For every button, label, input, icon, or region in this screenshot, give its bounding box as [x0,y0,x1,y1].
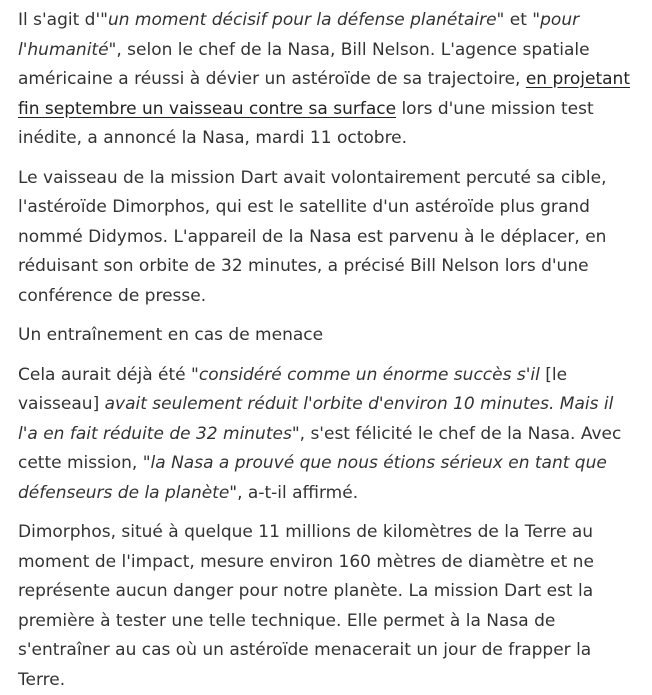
text-span: " et " [496,10,541,30]
paragraph-dart-mission: Le vaisseau de la mission Dart avait volontairement percuté sa cible, l'astéroïde Dimorphos, qui est le satellite d'un astéroïde plus grand nommé Didymos. L'appareil de la Nasa est parvenu à le déplacer, en réduisant son orbite de 32 minutes, a précisé Bill Nelson lors d'une conférence de presse. [18,167,607,306]
text-span: ", s'est félicité le chef de la Nasa. Avec cette mission, " [18,423,622,473]
text-span: ", selon le chef de la Nasa, Bill Nelson. L'agence spatiale américaine a réussi à dévier un astéroïde de sa trajectoire, [18,39,590,89]
text-span: lors d'une mission test inédite, a annoncé la Nasa, mardi 11 octobre. [18,98,594,148]
text-span: Cela aurait déjà été " [18,364,199,385]
quote-italic: pour l'humanité [18,10,580,60]
paragraph-nasa-quote [18,361,638,509]
text-span: ", a-t-il affirmé. [229,482,359,503]
related-article-link[interactable]: en projetant fin septembre un vaisseau contre sa surface [18,69,630,119]
quote-italic: un moment décisif pour la défense planétaire [107,10,497,30]
section-subheading: Un entraînement en cas de menace [18,325,324,345]
paragraph-dimorphos: Dimorphos, situé à quelque 11 millions de kilomètres de la Terre au moment de l'impact, mesure environ 160 mètres de diamètre et ne représente aucun danger pour notre planète. La mission Dart est la première à tester une telle technique. Elle permet à la Nasa de s'entraîner au cas où un astéroïde menacerait un jour de frapper la Terre. [18,522,594,690]
paragraph-intro [18,6,638,154]
text-span: Il s'agit d'" [18,10,108,30]
text-span: [le vaisseau] [18,364,568,414]
quote-italic: considéré comme un énorme succès s'il [198,364,540,385]
quote-italic: avait seulement réduit l'orbite d'environ 10 minutes. Mais il l'a en fait réduite de 32 minutes [18,394,614,444]
quote-italic: la Nasa a prouvé que nous étions sérieux en tant que défenseurs de la planète [18,453,607,503]
